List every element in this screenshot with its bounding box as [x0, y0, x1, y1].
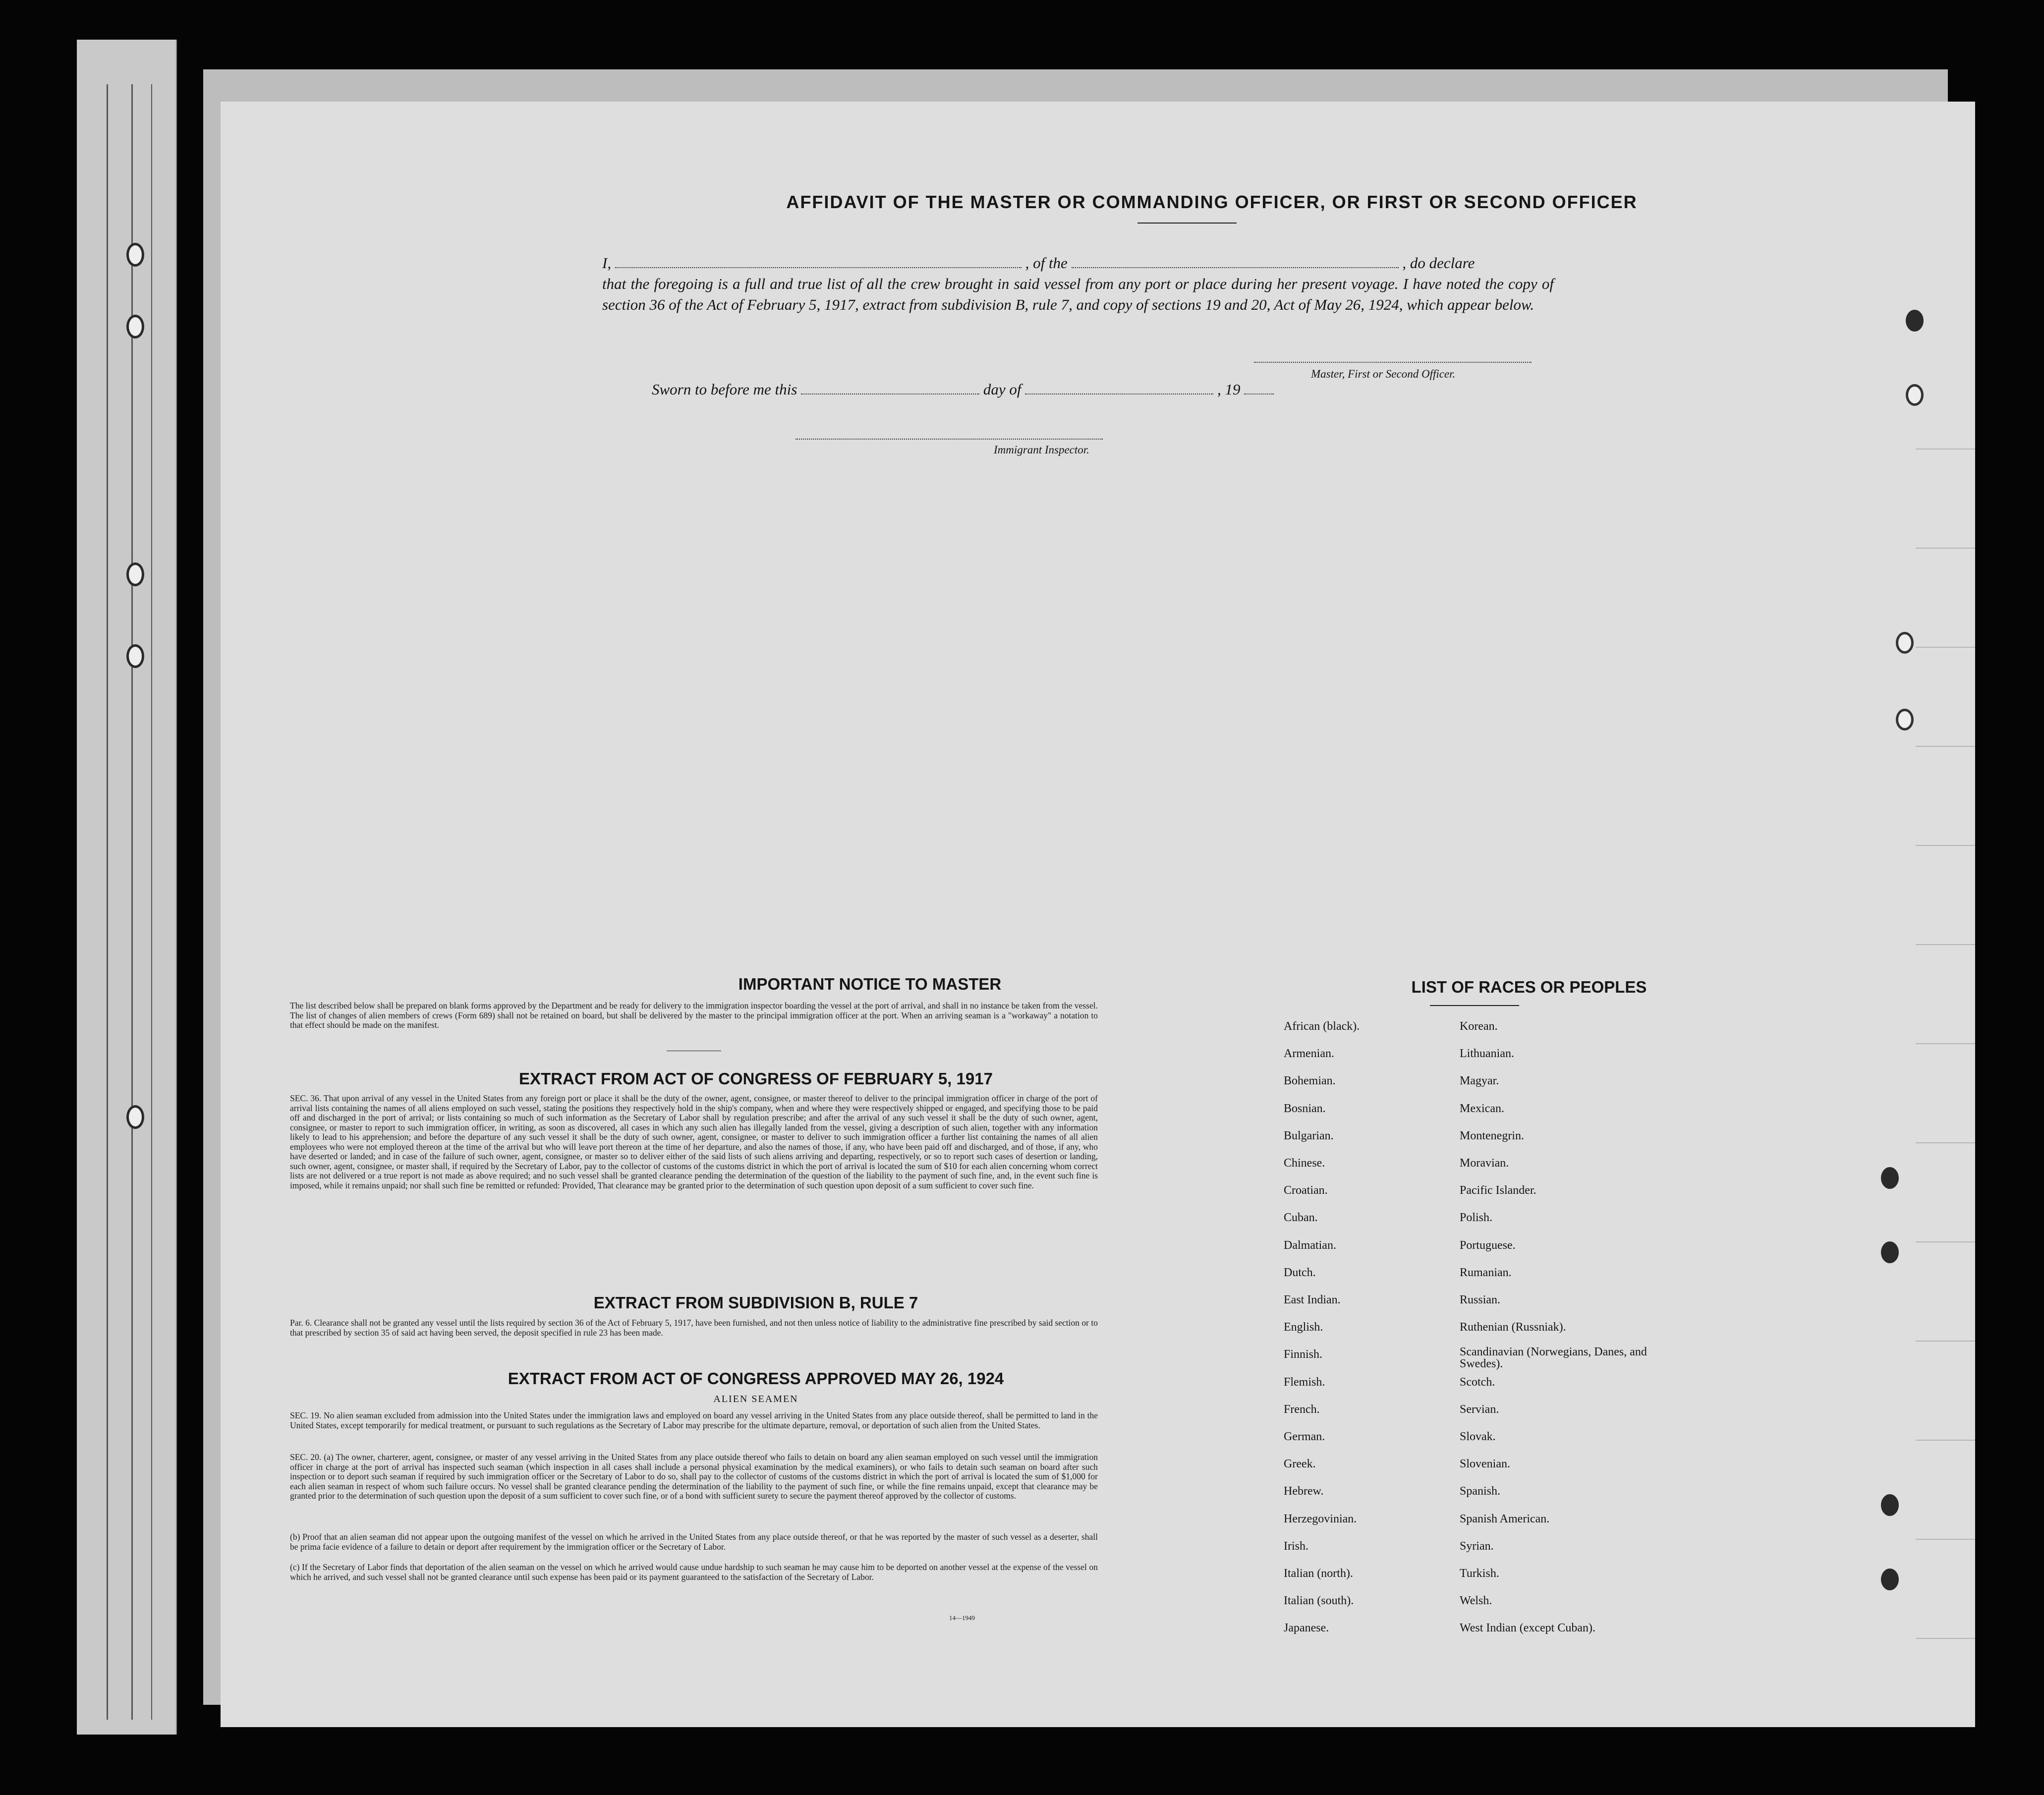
race-entry: Scotch.	[1460, 1375, 1495, 1389]
race-entry: West Indian (except Cuban).	[1460, 1622, 1595, 1635]
race-entry: Bohemian.	[1284, 1074, 1336, 1088]
race-entry: Montenegrin.	[1460, 1129, 1524, 1142]
race-entry: Chinese.	[1284, 1157, 1325, 1170]
declaration-line	[602, 253, 1554, 274]
alien-seamen-subtitle: ALIEN SEAMEN	[713, 1394, 798, 1404]
race-entry: Croatian.	[1284, 1184, 1328, 1197]
races-title: LIST OF RACES OR PEOPLES	[1411, 978, 1647, 996]
punch-hole	[1906, 384, 1924, 406]
extract-rule7-title: EXTRACT FROM SUBDIVISION B, RULE 7	[593, 1293, 918, 1312]
extract-1917-body: SEC. 36. That upon arrival of any vessel in the United States from any foreign port or place it shall be the duty of the owner, agent, consignee, or master thereof to deliver to the principal immigration officer in charge of the port of arrival lists containing the names of all aliens employed on such vessel, stating the positions they respectively hold in the ship's company, when and where they were respectively shipped or engaged, and specifying those to be paid off and discharged in the port of arrival; or lists containing so much of such information as the Secretary of Labor shall by regulation prescribe; and after the arrival of any such vessel it shall be the duty of such owner, agent, consignee, or master to report to such immigration officer, in writing, as soon as discovered, all cases in which any such alien has illegally landed from the vessel, giving a description of such alien, together with any information likely to lead to his apprehension; and before the departure of any such vessel it shall be the duty of such owner, agent, consignee, or master to deliver to such immigration officer a further list containing the names of all alien employees who were not employed thereon at the time of the arrival but who will leave port thereon at the time of her departure, and also the names of those, if any, who have been paid off and discharged, and of those, if any, who have deserted or landed; and in case of the failure of such owner, agent, consignee, or master so to deliver either of the said lists of such aliens arriving and departing, respectively, or so to report such cases of desertion or landing, such owner, agent, consignee, or master shall, if required by the Secretary of Labor, pay to the collector of customs of the customs district in which the port of arrival is located the sum of $10 for each alien concerning whom correct lists are not delivered or a true report is not made as above required; and no such vessel shall be granted clearance pending the determination of the question of the liability to the payment of such fine, and, in the event such fine is imposed, while it remains unpaid; nor shall such fine be remitted or refunded: Provided, That clearance may be granted prior to the determination of such question upon deposit of a sum sufficient to cover such fine.	[290, 1093, 1098, 1190]
binding-edge-line	[107, 84, 108, 1720]
punch-hole	[1881, 1569, 1899, 1590]
race-entry: English.	[1284, 1321, 1323, 1334]
race-entry: Armenian.	[1284, 1047, 1334, 1061]
race-entry: Moravian.	[1460, 1157, 1509, 1170]
extract-1924-title: EXTRACT FROM ACT OF CONGRESS APPROVED MAY 26, 1924	[508, 1369, 1004, 1388]
race-entry: Bosnian.	[1284, 1102, 1326, 1115]
race-entry: Mexican.	[1460, 1102, 1504, 1115]
sworn-day-blank[interactable]	[801, 384, 979, 394]
sworn-text: Sworn to before me this	[652, 381, 797, 398]
declaration-declare: , do declare	[1402, 254, 1475, 272]
title-underline	[1137, 223, 1237, 224]
race-entry: Cuban.	[1284, 1211, 1318, 1225]
race-entry: Servian.	[1460, 1402, 1499, 1416]
binder-hole	[126, 243, 144, 267]
ledger-rule	[1916, 1539, 1975, 1540]
race-entry: East Indian.	[1284, 1293, 1341, 1306]
ledger-binding	[77, 40, 177, 1735]
race-entry: Pacific Islander.	[1460, 1184, 1536, 1197]
master-signature-label: Master, First or Second Officer.	[1311, 368, 1456, 380]
race-entry: Korean.	[1460, 1020, 1498, 1033]
race-entry: Herzegovinian.	[1284, 1512, 1357, 1525]
race-entry: Greek.	[1284, 1458, 1316, 1471]
extract-rule7-body: Par. 6. Clearance shall not be granted any vessel until the lists required by section 36 of the Act of February 5, 1917, have been furnished, and not then unless notice of liability to the administrative fine prescribed by said section or to that prescribed by section 35 of said act having been served, the deposit specified in rule 23 has been made.	[290, 1318, 1098, 1338]
sworn-day-of: day of	[983, 381, 1022, 398]
manifest-page	[221, 102, 1975, 1727]
ledger-rule	[1916, 1638, 1975, 1639]
race-entry: Ruthenian (Russniak).	[1460, 1321, 1566, 1334]
race-entry: Dalmatian.	[1284, 1238, 1336, 1252]
race-entry: Syrian.	[1460, 1539, 1494, 1553]
notice-title: IMPORTANT NOTICE TO MASTER	[738, 975, 1002, 993]
declaration-i: I,	[602, 254, 612, 272]
race-entry: Portuguese.	[1460, 1238, 1516, 1252]
binder-hole	[126, 315, 144, 338]
race-entry: Slovenian.	[1460, 1458, 1510, 1471]
sworn-year: , 19	[1217, 381, 1241, 398]
race-entry: Dutch.	[1284, 1266, 1316, 1279]
race-entry: Scandinavian (Norwegians, Danes, and Swedes).	[1460, 1346, 1647, 1371]
race-entry: Rumanian.	[1460, 1266, 1512, 1279]
ledger-rule	[1916, 944, 1975, 945]
race-entry: Turkish.	[1460, 1567, 1499, 1580]
extract-1917-title: EXTRACT FROM ACT OF CONGRESS OF FEBRUARY 5, 1917	[519, 1069, 993, 1088]
ledger-rule	[1916, 746, 1975, 747]
ledger-rule	[1916, 845, 1975, 846]
ledger-rule	[1916, 1043, 1975, 1044]
race-entry: French.	[1284, 1402, 1320, 1416]
race-entry: German.	[1284, 1430, 1325, 1443]
sec20c-text: (c) If the Secretary of Labor finds that deportation of the alien seaman on the vessel on which he arrived would cause undue hardship to such seaman he may cause him to be deported on another vessel at the expense of the vessel on which he arrived, and such vessel shall not be granted clearance until such expense has been paid or its payment guaranteed to the satisfaction of the Secretary of Labor.	[290, 1562, 1098, 1582]
race-entry: Italian (north).	[1284, 1567, 1353, 1580]
race-entry: Lithuanian.	[1460, 1047, 1514, 1061]
binder-hole	[126, 562, 144, 586]
race-entry: Russian.	[1460, 1293, 1501, 1306]
race-entry: Irish.	[1284, 1539, 1308, 1553]
master-signature-line[interactable]	[1254, 352, 1532, 363]
race-entry: Japanese.	[1284, 1622, 1329, 1635]
sec20a-text: SEC. 20. (a) The owner, charterer, agent, consignee, or master of any vessel arriving in the United States from any place outside thereof who fails to detain on board any alien seaman employed on such vessel until the immigration officer in charge at the port of arrival has inspected such seaman (which inspection in all cases shall include a personal physical examination by the medical examiners), or who fails to detain such seaman on board after such inspection or to deport such seaman if required by such immigration officer or the Secretary of Labor to do so, shall pay to the collector of customs of the customs district in which the port of arrival is located the sum of $1,000 for each alien seaman in respect of whom such failure occurs. No vessel shall be granted clearance pending the determination of the liability to the payment of such fine, or while the fine remains unpaid, except that clearance may be granted prior to the determination of such question upon the deposit of a sum sufficient to cover such fine, or of a bond with sufficient surety to secure the payment thereof approved by the collector of customs.	[290, 1452, 1098, 1501]
master-name-blank[interactable]	[615, 257, 1022, 268]
race-entry: Finnish.	[1284, 1348, 1323, 1361]
race-entry: Welsh.	[1460, 1594, 1492, 1608]
race-entry: Flemish.	[1284, 1375, 1325, 1389]
race-entry: Magyar.	[1460, 1074, 1499, 1088]
inspector-label: Immigrant Inspector.	[994, 444, 1089, 456]
race-entry: Slovak.	[1460, 1430, 1496, 1443]
sec19-text: SEC. 19. No alien seaman excluded from admission into the United States under the immigration laws and employed on board any vessel arriving in the United States from any place outside thereof, shall be permitted to land in the United States, except temporarily for medical treatment, or pursuant to such regulations as the Secretary of Labor may prescribe for the ultimate departure, removal, or deportation of such alien from the United States.	[290, 1410, 1098, 1430]
race-entry: Spanish.	[1460, 1485, 1501, 1498]
vessel-name-blank[interactable]	[1072, 257, 1399, 268]
sec20b-text: (b) Proof that an alien seaman did not appear upon the outgoing manifest of the vessel on which he arrived in the United States from any place outside thereof, or that he was reported by the master of such vessel as a deserter, shall be prima facie evidence of a failure to detain or deport after requirement by the immigration officer or the Secretary of Labor.	[290, 1532, 1098, 1552]
binder-hole	[126, 1105, 144, 1129]
binding-edge-line	[151, 84, 152, 1720]
inspector-signature-line[interactable]	[795, 429, 1103, 440]
punch-hole	[1896, 632, 1914, 654]
declaration-of-the: , of the	[1025, 254, 1068, 272]
ledger-rule	[1916, 647, 1975, 648]
sworn-line	[652, 379, 1445, 400]
punch-hole	[1881, 1167, 1899, 1189]
ledger-rule	[1916, 1142, 1975, 1143]
race-entry: Bulgarian.	[1284, 1129, 1334, 1142]
ledger-rule	[1916, 1341, 1975, 1342]
declaration-body: that the foregoing is a full and true list of all the crew brought in said vessel from any port or place during her present voyage. I have noted the copy of section 36 of the Act of February 5, 1917, extract from subdivision B, rule 7, and copy of sections 19 and 20, Act of May 26, 1924, which appear below.	[602, 275, 1554, 313]
binder-hole	[126, 644, 144, 668]
punch-hole	[1906, 310, 1924, 332]
sworn-month-blank[interactable]	[1025, 384, 1213, 394]
notice-body: The list described below shall be prepared on blank forms approved by the Department and be ready for delivery to the immigration inspector boarding the vessel at the port of arrival, and shall in no instance be taken from the vessel. The list of changes of alien members of crews (Form 689) shall not be retained on board, but shall be delivered by the master to the principal immigration officer at the port. When an arriving seaman is a "workaway" a notation to that effect should be made on the manifest.	[290, 1001, 1098, 1030]
punch-hole	[1881, 1494, 1899, 1516]
sworn-year-blank[interactable]	[1244, 384, 1274, 394]
affidavit-title: AFFIDAVIT OF THE MASTER OR COMMANDING OFFICER, OR FIRST OR SECOND OFFICER	[786, 192, 1638, 212]
punch-hole	[1896, 709, 1914, 730]
race-entry: African (black).	[1284, 1020, 1360, 1033]
form-number: 14—1949	[949, 1614, 975, 1622]
race-entry: Italian (south).	[1284, 1594, 1354, 1608]
ledger-rule	[1916, 548, 1975, 549]
race-entry: Hebrew.	[1284, 1485, 1324, 1498]
ledger-rule	[1916, 1241, 1975, 1242]
race-entry: Spanish American.	[1460, 1512, 1550, 1525]
race-entry: Polish.	[1460, 1211, 1493, 1225]
punch-hole	[1881, 1241, 1899, 1263]
races-title-underline	[1430, 1005, 1519, 1006]
ledger-rule	[1916, 1440, 1975, 1441]
